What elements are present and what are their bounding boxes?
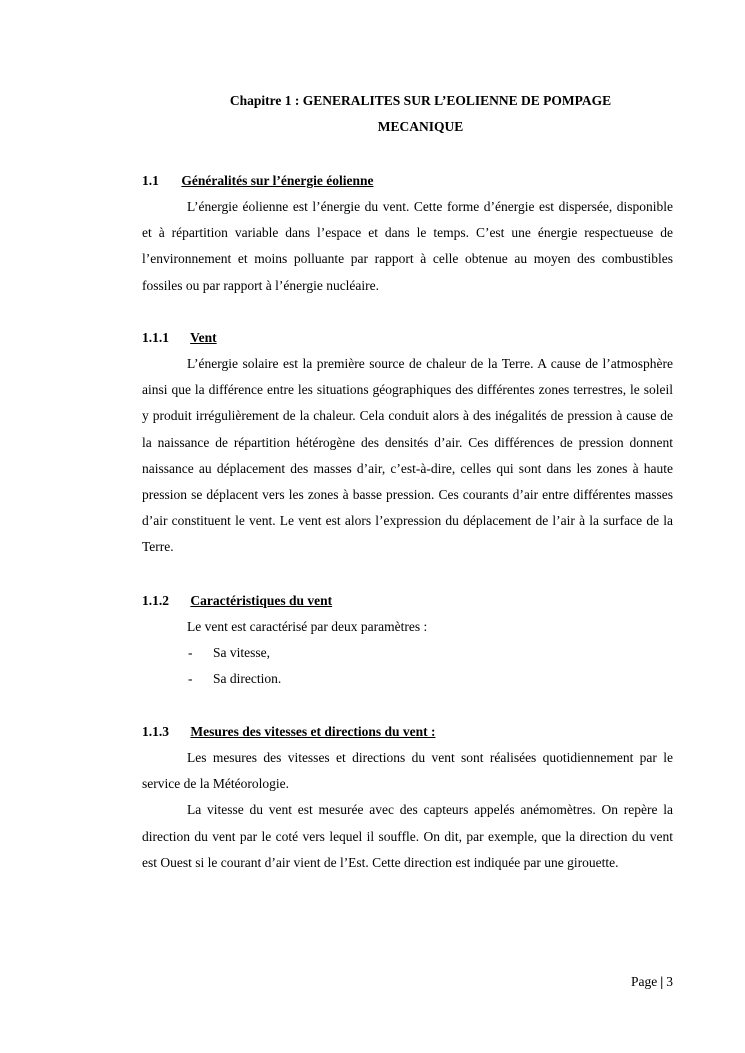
chapter-title (142, 88, 673, 140)
chapter-title-line2: MECANIQUE (377, 119, 464, 134)
list-bullet: - (188, 671, 193, 687)
document-page (142, 0, 673, 1053)
list-item-text: Sa vitesse, (213, 645, 270, 661)
section-title: Mesures des vitesses et directions du vent : (190, 724, 436, 739)
list-bullet: - (188, 645, 193, 661)
section-1-1 (142, 168, 673, 299)
section-number: 1.1 (142, 173, 159, 188)
section-paragraph: L’énergie éolienne est l’énergie du vent. Cette forme d’énergie est dispersée, disponible et à répartition variable dans l’espace et dans le temps. C’est une énergie respectueuse de l’environnement et moins polluante par rapport à celle obtenue au moyen des combustibles fossiles ou par rapport à l’énergie nucléaire. (142, 199, 673, 293)
list-item (142, 640, 673, 666)
section-1-1-1 (142, 325, 673, 561)
page-footer (631, 972, 673, 992)
section-1-1-2 (142, 588, 673, 693)
section-heading (142, 719, 673, 745)
section-heading (142, 168, 673, 194)
page-separator: | (660, 974, 664, 989)
section-intro: Le vent est caractérisé par deux paramètres : (187, 619, 428, 634)
section-title: Généralités sur l’énergie éolienne (181, 173, 374, 188)
list-item-text: Sa direction. (213, 671, 282, 687)
section-title: Vent (190, 330, 217, 345)
section-1-1-3 (142, 719, 673, 876)
section-number: 1.1.3 (142, 724, 169, 739)
page-number: 3 (666, 974, 673, 989)
chapter-title-line1: Chapitre 1 : GENERALITES SUR L’EOLIENNE DE POMPAGE (229, 93, 612, 108)
list-item (142, 666, 673, 692)
section-paragraph: L’énergie solaire est la première source de chaleur de la Terre. A cause de l’atmosphère ainsi que la différence entre les situations géographiques des différentes zones terrestres, le soleil y produit irrégulièrement de la chaleur. Cela conduit alors à des inégalités de pression à cause de la naissance de répartition hétérogène des densités d’air. Ces différences de pression donnent naissance au déplacement des masses d’air, c’est-à-dire, celles qui sont dans les zones à haute pression se déplacent vers les zones à basse pression. Ces courants d’air entre différentes masses d’air constituent le vent. Le vent est alors l’expression du déplacement de l’air à la surface de la Terre. (142, 356, 673, 555)
section-number: 1.1.2 (142, 593, 169, 608)
characteristics-list (142, 640, 673, 692)
section-title: Caractéristiques du vent (190, 593, 333, 608)
section-heading (142, 588, 673, 614)
section-heading (142, 325, 673, 351)
section-paragraph: Les mesures des vitesses et directions du vent sont réalisées quotidiennement par le service de la Météorologie. (142, 750, 673, 792)
section-number: 1.1.1 (142, 330, 169, 345)
page-label: Page (631, 974, 658, 989)
section-paragraph: La vitesse du vent est mesurée avec des capteurs appelés anémomètres. On repère la direction du vent par le coté vers lequel il souffle. On dit, par exemple, que la direction du vent est Ouest si le courant d’air vient de l’Est. Cette direction est indiquée par une girouette. (142, 802, 673, 870)
